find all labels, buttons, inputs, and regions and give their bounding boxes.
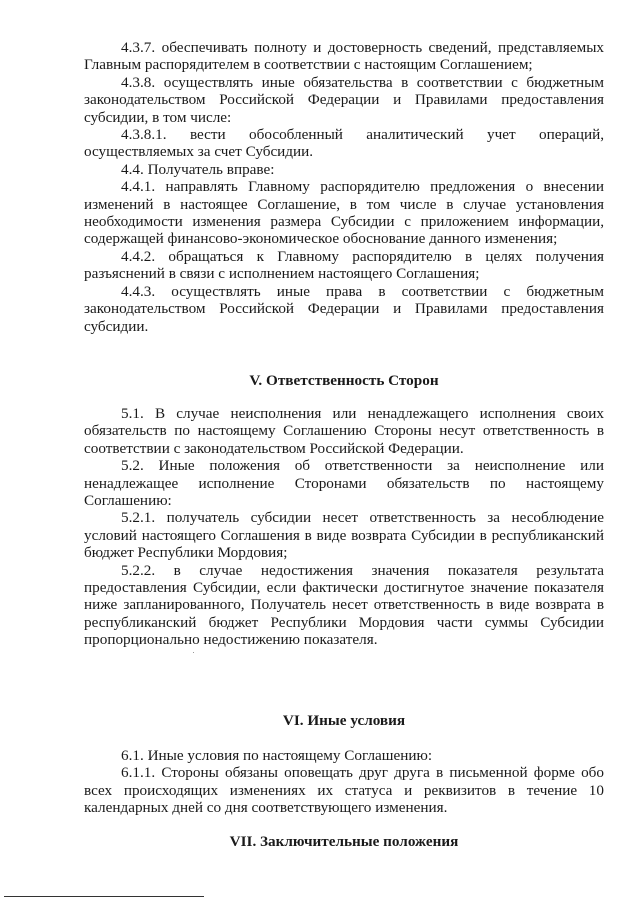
clause-5-2-2: 5.2.2. в случае недостижения значения показателя результата предоставления Субсидии, если фактически достигнутое значение показателя ниже запланированного, Получатель несет ответственность в виде возврата в республиканский бюджет Республики Мордовия части суммы Субсидии пропорционально недостижению показателя.	[84, 561, 604, 649]
clause-6-1-1: 6.1.1. Стороны обязаны оповещать друг друга в письменной форме обо всех происходящих изменениях их статуса и реквизитов в течение 10 календарных дней со дня соответствующего изменения.	[84, 764, 604, 817]
section-4-continued	[84, 39, 604, 335]
section-vii-heading-wrap	[84, 833, 604, 850]
clause-4-3-8-1: 4.3.8.1. вести обособленный аналитический учет операций, осуществляемых за счет Субсидии.	[84, 126, 604, 161]
clause-4-4-1: 4.4.1. направлять Главному распорядителю предложения о внесении изменений в настоящее Соглашение, в том числе в случае установления необходимости изменения размера Субсидии с приложением информации, содержащей финансово-экономическое обоснование данного изменения;	[84, 178, 604, 248]
clause-5-1: 5.1. В случае неисполнения или ненадлежащего исполнения своих обязательств по настоящему Соглашению Стороны несут ответственность в соответствии с законодательством Российской Федерации.	[84, 405, 604, 457]
section-vii-heading: VII. Заключительные положения	[229, 833, 459, 850]
clause-4-4: 4.4. Получатель вправе:	[121, 160, 275, 178]
section-v	[84, 405, 604, 649]
clause-4-4-2: 4.4.2. обращаться к Главному распорядителю в целях получения разъяснений в связи с исполнением настоящего Соглашения;	[84, 247, 604, 283]
scan-speck	[193, 652, 194, 653]
clause-4-3-7: 4.3.7. обеспечивать полноту и достоверность сведений, представляемых Главным распорядителем в соответствии с настоящим Соглашением;	[84, 39, 604, 74]
section-vi-heading: VI. Иные условия	[282, 712, 406, 729]
section-v-heading: V. Ответственность Сторон	[249, 372, 439, 389]
section-v-heading-wrap	[84, 372, 604, 389]
clause-4-3-8: 4.3.8. осуществлять иные обязательства в соответствии с бюджетным законодательством Российской Федерации и Правилами предоставления субсидии, в том числе:	[84, 73, 604, 126]
clause-6-1: 6.1. Иные условия по настоящему Соглашению:	[121, 747, 433, 764]
footnote-separator	[4, 896, 204, 897]
section-vi	[84, 747, 604, 817]
clause-5-2: 5.2. Иные положения об ответственности за неисполнение или ненадлежащее исполнение Сторонами обязательств по настоящему Соглашению:	[84, 457, 604, 510]
clause-5-2-1: 5.2.1. получатель субсидии несет ответственность за несоблюдение условий настоящего Соглашения в виде возврата Субсидии в республиканский бюджет Республики Мордовия;	[84, 509, 604, 562]
clause-4-4-3: 4.4.3. осуществлять иные права в соответствии с бюджетным законодательством Российской Федерации и Правилами предоставления субсидии.	[84, 282, 604, 335]
section-vi-heading-wrap	[84, 712, 604, 729]
